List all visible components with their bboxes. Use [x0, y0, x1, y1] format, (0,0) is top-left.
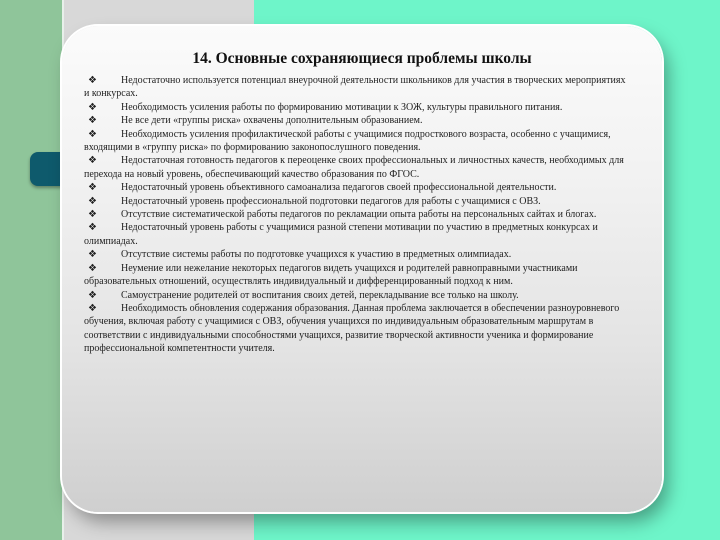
slide-title: 14. Основные сохраняющиеся проблемы школы	[192, 50, 532, 67]
list-item-text: Необходимость усиления профилактической работы с учащимися подросткового возраста, особенно с учащимися, входящими в «группу риска» по формированию законопослушного поведения.	[84, 128, 611, 154]
diamond-bullet-icon: ❖	[88, 75, 97, 86]
list-item	[84, 302, 628, 356]
list-item-text: Отсутствие систематической работы педагогов по рекламации опыта работы на персональных сайтах и блогах.	[121, 209, 597, 221]
diamond-bullet-icon: ❖	[88, 249, 97, 261]
diamond-bullet-icon: ❖	[88, 101, 97, 113]
diamond-bullet-icon: ❖	[88, 128, 97, 140]
problem-list	[84, 74, 628, 356]
list-item	[84, 101, 628, 114]
list-item-text: Недостаточный уровень работы с учащимися разной степени мотивации по участию в предметных конкурсах и олимпиадах.	[84, 222, 598, 247]
diamond-bullet-icon: ❖	[88, 262, 97, 274]
list-item	[84, 154, 628, 181]
list-item	[84, 208, 628, 221]
list-item-text: Самоустранение родителей от воспитания своих детей, перекладывание все только на школу.	[121, 289, 519, 301]
list-item	[84, 195, 628, 208]
list-item-text: Необходимость обновления содержания образования. Данная проблема заключается в обеспечении разноуровневого обучения, включая работу с учащимися с ОВЗ, обучения учащихся по индивидуальным образовательным маршрутам в соответствии с индивидуальными способностями учащихся, развитие творческой активности ученика и формирование профессиональной компетентности учителя.	[84, 302, 620, 355]
list-item-text: Не все дети «группы риска» охвачены дополнительным образованием.	[121, 115, 423, 127]
list-item	[84, 128, 628, 155]
list-item-text: Неумение или нежелание некоторых педагогов видеть учащихся и родителей равноправными участниками образовательных отношений, осуществлять индивидуальный и дифференцированный подход к ним.	[84, 262, 578, 288]
diamond-bullet-icon: ❖	[88, 155, 97, 167]
list-item	[84, 262, 628, 289]
list-item-text: Недостаточная готовность педагогов к переоценке своих профессиональных и личностных качеств, необходимых для перехода на новый уровень, обеспечивающий качество образования по ФГОС.	[84, 155, 624, 180]
list-item-text: Отсутствие системы работы по подготовке учащихся к участию в предметных олимпиадах.	[121, 249, 512, 261]
list-item	[84, 289, 628, 302]
content-card	[62, 26, 662, 512]
diamond-bullet-icon: ❖	[88, 209, 97, 221]
list-item	[84, 181, 628, 194]
list-item-text: Необходимость усиления работы по формированию мотивации к ЗОЖ, культуры правильного питания.	[121, 101, 563, 113]
list-item	[84, 114, 628, 127]
list-item	[84, 248, 628, 261]
list-item	[84, 74, 628, 101]
list-item	[84, 221, 628, 248]
list-item-text: Недостаточный уровень объективного самоанализа педагогов своей профессиональной деятельности.	[121, 182, 557, 194]
diamond-bullet-icon: ❖	[88, 289, 97, 301]
diamond-bullet-icon: ❖	[88, 182, 97, 194]
diamond-bullet-icon: ❖	[88, 222, 97, 234]
diamond-bullet-icon: ❖	[88, 195, 97, 207]
left-decor-band	[0, 0, 62, 540]
list-item-text: Недостаточный уровень профессиональной подготовки педагогов для работы с учащимися с ОВЗ.	[121, 195, 541, 207]
list-item-text: Недостаточно используется потенциал внеурочной деятельности школьников для участия в творческих мероприятиях и конкурсах.	[84, 75, 626, 100]
diamond-bullet-icon: ❖	[88, 115, 97, 127]
diamond-bullet-icon: ❖	[88, 302, 97, 314]
